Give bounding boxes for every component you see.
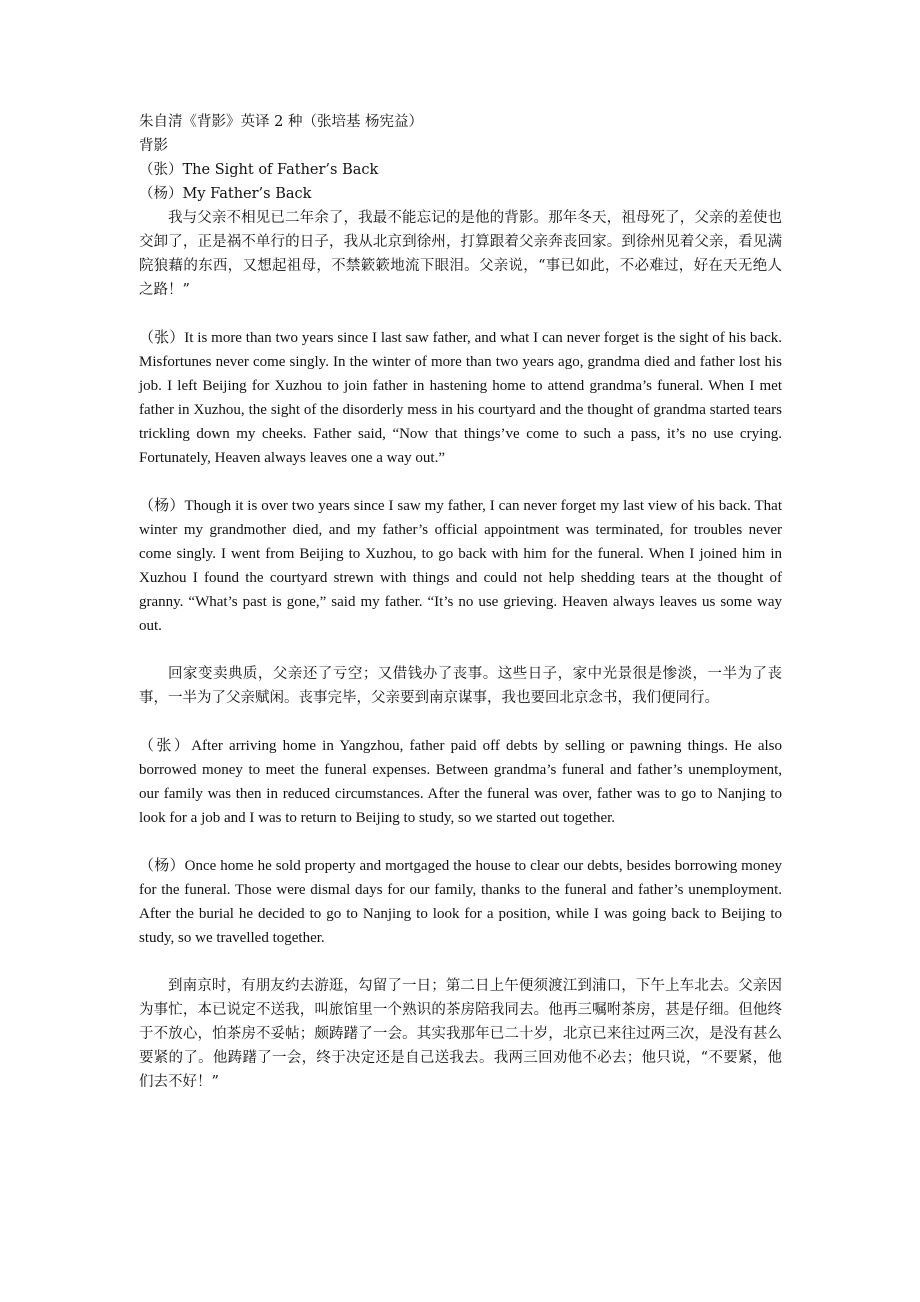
translation-label-yang: （杨）My Father’s Back (139, 186, 312, 202)
english-paragraph-zhang-2: （张）After arriving home in Yangzhou, father paid off debts by selling or pawning things. He also borrowed money to meet the funeral expenses. Between grandma’s funeral and father’s unemployment, our family was then in reduced circumstances. After the funeral was over, father was to go to Nanjing to look for a job and I was to return to Beijing to study, so we started out together. (139, 738, 782, 826)
chinese-paragraph-3: 到南京时，有朋友约去游逛，勾留了一日；第二日上午便须渡江到浦口，下午上车北去。父亲因为事忙，本已说定不送我，叫旅馆里一个熟识的茶房陪我同去。他再三嘱咐茶房，甚是仔细。但他终于不放心，怕茶房不妥帖；颇踌躇了一会。其实我那年已二十岁，北京已来往过两三次，是没有甚么要紧的了。他踌躇了一会，终于决定还是自己送我去。我两三回劝他不必去；他只说，“不要紧，他们去不好！” (139, 978, 782, 1090)
chinese-paragraph-2: 回家变卖典质，父亲还了亏空；又借钱办了丧事。这些日子，家中光景很是惨淡，一半为了丧事，一半为了父亲赋闲。丧事完毕，父亲要到南京谋事，我也要回北京念书，我们便同行。 (139, 666, 782, 706)
document-subtitle: 背影 (139, 138, 168, 154)
paragraph-gap (139, 302, 782, 326)
paragraph-gap (139, 830, 782, 854)
paragraph-gap (139, 470, 782, 494)
paragraph-gap (139, 710, 782, 734)
translation-label-zhang: （张）The Sight of Father’s Back (139, 162, 379, 178)
english-paragraph-zhang-1: （张）It is more than two years since I last saw father, and what I can never forget is the sight of his back. Misfortunes never come singly. In the winter of more than two years ago, grandma died and father lost his job. I left Beijing for Xuzhou to join father in hastening home to attend grandma’s funeral. When I met father in Xuzhou, the sight of the disorderly mess in his courtyard and the thought of grandma started tears trickling down my cheeks. Father said, “Now that things’ve come to such a pass, it’s no use crying. Fortunately, Heaven always leaves one a way out.” (139, 330, 782, 466)
document-page (139, 110, 782, 1094)
english-paragraph-yang-1: （杨）Though it is over two years since I saw my father, I can never forget my last view of his back. That winter my grandmother died, and my father’s official appointment was terminated, for troubles never come singly. I went from Beijing to Xuzhou, to go back with him for the funeral. When I joined him in Xuzhou I found the courtyard strewn with things and could not help shedding tears at the thought of granny. “What’s past is gone,” said my father. “It’s no use grieving. Heaven always leaves us some way out. (139, 498, 782, 634)
chinese-paragraph-1: 我与父亲不相见已二年余了，我最不能忘记的是他的背影。那年冬天，祖母死了，父亲的差使也交卸了，正是祸不单行的日子，我从北京到徐州，打算跟着父亲奔丧回家。到徐州见着父亲，看见满院狼藉的东西，又想起祖母，不禁簌簌地流下眼泪。父亲说，“事已如此，不必难过，好在天无绝人之路！” (139, 210, 782, 298)
english-paragraph-yang-2: （杨）Once home he sold property and mortgaged the house to clear our debts, besides borrowing money for the funeral. Those were dismal days for our family, thanks to the funeral and father’s unemployment. After the burial he decided to go to Nanjing to look for a position, while I was going back to Beijing to study, so we travelled together. (139, 858, 782, 946)
document-title: 朱自清《背影》英译 2 种（张培基 杨宪益） (139, 114, 424, 130)
paragraph-gap (139, 950, 782, 974)
paragraph-gap (139, 638, 782, 662)
